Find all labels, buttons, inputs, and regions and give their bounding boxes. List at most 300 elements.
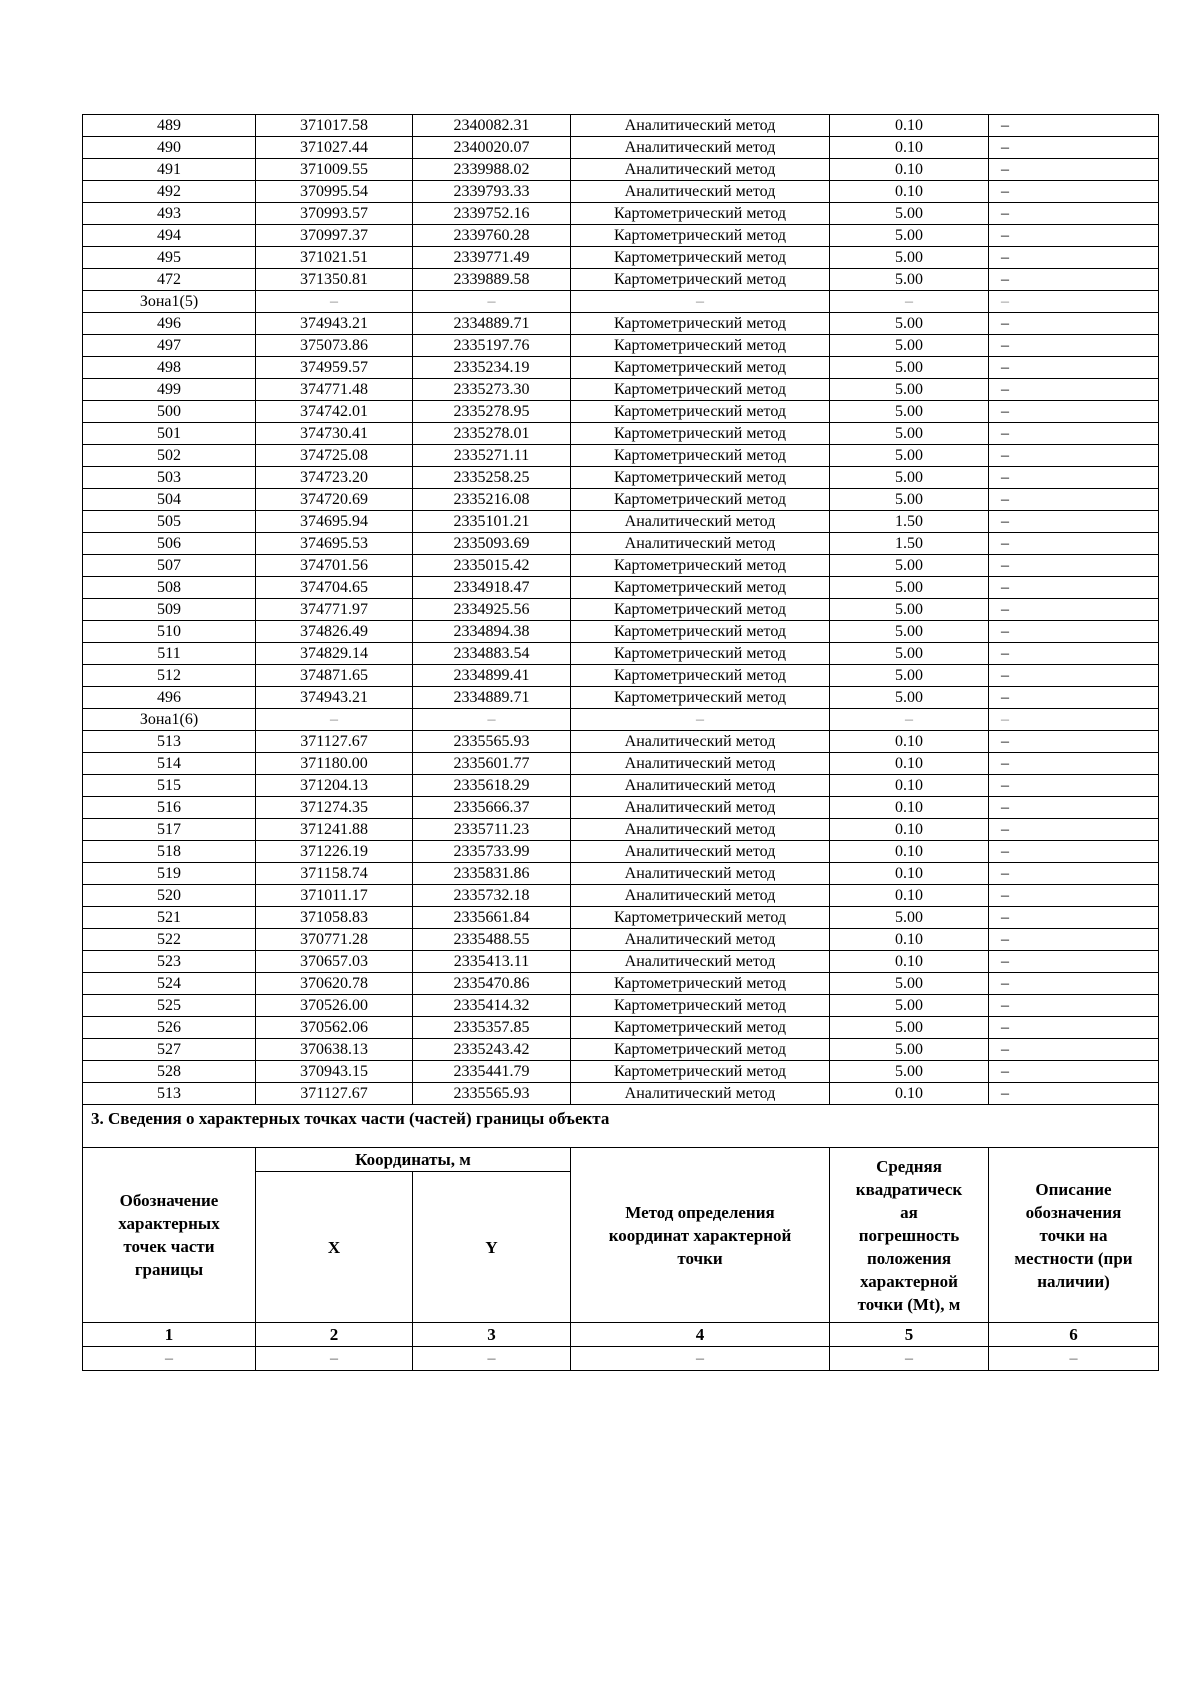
error-cell: 5.00 xyxy=(830,203,989,225)
y-coordinate-cell: 2335101.21 xyxy=(413,511,571,533)
y-coordinate-cell: 2334889.71 xyxy=(413,687,571,709)
description-cell: – xyxy=(989,159,1159,181)
y-coordinate-cell: 2335413.11 xyxy=(413,951,571,973)
error-cell: 1.50 xyxy=(830,511,989,533)
point-number-cell: 509 xyxy=(83,599,256,621)
description-cell: – xyxy=(989,863,1159,885)
method-cell: Аналитический метод xyxy=(571,775,830,797)
header-point-designation xyxy=(83,1148,256,1323)
y-coordinate-cell: 2339988.02 xyxy=(413,159,571,181)
method-cell: Картометрический метод xyxy=(571,973,830,995)
x-coordinate-cell: 374704.65 xyxy=(256,577,413,599)
table-row xyxy=(83,841,1159,863)
error-cell: 5.00 xyxy=(830,401,989,423)
x-coordinate-cell: 370771.28 xyxy=(256,929,413,951)
table-row xyxy=(83,643,1159,665)
x-coordinate-cell: 371009.55 xyxy=(256,159,413,181)
description-cell: – xyxy=(989,731,1159,753)
y-coordinate-cell: 2335601.77 xyxy=(413,753,571,775)
point-number-cell: 492 xyxy=(83,181,256,203)
point-number-cell: 517 xyxy=(83,819,256,841)
header-method-line: координат характерной xyxy=(608,1225,792,1245)
header-method-line: Метод определения xyxy=(625,1202,775,1222)
point-number-cell: 514 xyxy=(83,753,256,775)
x-coordinate-cell: 374720.69 xyxy=(256,489,413,511)
point-number-cell: 498 xyxy=(83,357,256,379)
error-cell: 0.10 xyxy=(830,137,989,159)
point-number-cell: 526 xyxy=(83,1017,256,1039)
coordinates-table xyxy=(82,114,1159,1105)
y-coordinate-cell: 2335666.37 xyxy=(413,797,571,819)
header-point-designation-line: точек части xyxy=(123,1237,215,1256)
point-number-cell: 494 xyxy=(83,225,256,247)
y-coordinate-cell: 2335357.85 xyxy=(413,1017,571,1039)
error-cell: 5.00 xyxy=(830,225,989,247)
error-cell: 0.10 xyxy=(830,159,989,181)
point-number-cell: 528 xyxy=(83,1061,256,1083)
x-coordinate-cell: 370993.57 xyxy=(256,203,413,225)
column-number: 1 xyxy=(83,1323,256,1347)
error-cell: – xyxy=(830,709,989,731)
point-number-cell: Зона1(6) xyxy=(83,709,256,731)
description-cell: – xyxy=(989,1017,1159,1039)
y-coordinate-cell: 2335565.93 xyxy=(413,731,571,753)
x-coordinate-cell: 371011.17 xyxy=(256,885,413,907)
x-coordinate-cell: 370526.00 xyxy=(256,995,413,1017)
description-cell: – xyxy=(989,489,1159,511)
x-coordinate-cell: – xyxy=(256,291,413,313)
column-number: 2 xyxy=(256,1323,413,1347)
table-row xyxy=(83,1061,1159,1083)
x-coordinate-cell: 371180.00 xyxy=(256,753,413,775)
x-coordinate-cell: 371241.88 xyxy=(256,819,413,841)
error-cell: 5.00 xyxy=(830,313,989,335)
table-row xyxy=(83,1083,1159,1105)
point-number-cell: 489 xyxy=(83,115,256,137)
error-cell: 5.00 xyxy=(830,379,989,401)
table-row xyxy=(83,181,1159,203)
error-cell: 5.00 xyxy=(830,1061,989,1083)
method-cell: Картометрический метод xyxy=(571,489,830,511)
table-row xyxy=(83,533,1159,555)
x-coordinate-cell: 374695.94 xyxy=(256,511,413,533)
table-row xyxy=(83,753,1159,775)
point-number-cell: 511 xyxy=(83,643,256,665)
table-row xyxy=(83,401,1159,423)
table-row xyxy=(83,863,1159,885)
table-row xyxy=(83,621,1159,643)
x-coordinate-cell: 370657.03 xyxy=(256,951,413,973)
y-coordinate-cell: 2335618.29 xyxy=(413,775,571,797)
x-coordinate-cell: 371204.13 xyxy=(256,775,413,797)
table-row xyxy=(83,335,1159,357)
y-coordinate-cell: 2334918.47 xyxy=(413,577,571,599)
method-cell: Картометрический метод xyxy=(571,313,830,335)
y-coordinate-cell: 2339752.16 xyxy=(413,203,571,225)
method-cell: Картометрический метод xyxy=(571,379,830,401)
point-number-cell: 527 xyxy=(83,1039,256,1061)
x-coordinate-cell: 371027.44 xyxy=(256,137,413,159)
table-row xyxy=(83,687,1159,709)
table-row xyxy=(83,599,1159,621)
error-cell: 5.00 xyxy=(830,621,989,643)
description-cell: – xyxy=(989,687,1159,709)
table-row xyxy=(83,291,1159,313)
method-cell: Картометрический метод xyxy=(571,1017,830,1039)
y-coordinate-cell: 2335732.18 xyxy=(413,885,571,907)
point-number-cell: 516 xyxy=(83,797,256,819)
table-row xyxy=(83,313,1159,335)
table-row xyxy=(83,225,1159,247)
x-coordinate-cell: 374730.41 xyxy=(256,423,413,445)
x-coordinate-cell: 374701.56 xyxy=(256,555,413,577)
description-cell: – xyxy=(989,225,1159,247)
header-error xyxy=(830,1148,989,1323)
description-cell: – xyxy=(989,1083,1159,1105)
description-cell: – xyxy=(989,665,1159,687)
point-number-cell: 518 xyxy=(83,841,256,863)
description-cell: – xyxy=(989,467,1159,489)
y-coordinate-cell: 2334894.38 xyxy=(413,621,571,643)
point-number-cell: 513 xyxy=(83,731,256,753)
point-number-cell: 496 xyxy=(83,687,256,709)
description-cell: – xyxy=(989,291,1159,313)
column-number: 3 xyxy=(413,1323,571,1347)
point-number-cell: 510 xyxy=(83,621,256,643)
x-coordinate-cell: 374959.57 xyxy=(256,357,413,379)
x-coordinate-cell: 370997.37 xyxy=(256,225,413,247)
header-description-line: точки на xyxy=(1039,1225,1108,1245)
description-cell: – xyxy=(989,907,1159,929)
header-description xyxy=(989,1148,1159,1323)
y-coordinate-cell: 2335278.95 xyxy=(413,401,571,423)
x-coordinate-cell: 370620.78 xyxy=(256,973,413,995)
description-cell: – xyxy=(989,995,1159,1017)
y-coordinate-cell: 2335271.11 xyxy=(413,445,571,467)
table-row xyxy=(83,907,1159,929)
error-cell: 5.00 xyxy=(830,489,989,511)
header-description-line: наличии) xyxy=(1037,1271,1110,1291)
document-page xyxy=(82,114,1158,1371)
point-number-cell: 515 xyxy=(83,775,256,797)
point-number-cell: 496 xyxy=(83,313,256,335)
point-number-cell: 523 xyxy=(83,951,256,973)
description-cell: – xyxy=(989,313,1159,335)
table-row xyxy=(83,489,1159,511)
description-cell: – xyxy=(989,577,1159,599)
x-coordinate-cell: 371058.83 xyxy=(256,907,413,929)
point-number-cell: 508 xyxy=(83,577,256,599)
description-cell: – xyxy=(989,137,1159,159)
table-row xyxy=(83,357,1159,379)
y-coordinate-cell: 2335015.42 xyxy=(413,555,571,577)
description-cell: – xyxy=(989,973,1159,995)
method-cell: Картометрический метод xyxy=(571,555,830,577)
method-cell: Аналитический метод xyxy=(571,951,830,973)
header-point-designation-line: характерных xyxy=(118,1214,220,1233)
y-coordinate-cell: 2335661.84 xyxy=(413,907,571,929)
method-cell: Картометрический метод xyxy=(571,577,830,599)
x-coordinate-cell: 370943.15 xyxy=(256,1061,413,1083)
method-cell: Аналитический метод xyxy=(571,137,830,159)
x-coordinate-cell: 374725.08 xyxy=(256,445,413,467)
header-point-designation-line: Обозначение xyxy=(119,1191,219,1210)
empty-cell: – xyxy=(989,1347,1159,1371)
error-cell: 0.10 xyxy=(830,885,989,907)
method-cell: Аналитический метод xyxy=(571,929,830,951)
point-number-cell: 472 xyxy=(83,269,256,291)
point-number-cell: 500 xyxy=(83,401,256,423)
error-cell: 0.10 xyxy=(830,797,989,819)
error-cell: 0.10 xyxy=(830,863,989,885)
table-row xyxy=(83,929,1159,951)
error-cell: 5.00 xyxy=(830,247,989,269)
table-row xyxy=(83,775,1159,797)
point-number-cell: 507 xyxy=(83,555,256,577)
description-cell: – xyxy=(989,775,1159,797)
y-coordinate-cell: 2334883.54 xyxy=(413,643,571,665)
x-coordinate-cell: 371127.67 xyxy=(256,731,413,753)
point-number-cell: 503 xyxy=(83,467,256,489)
error-cell: 5.00 xyxy=(830,555,989,577)
description-cell: – xyxy=(989,621,1159,643)
x-coordinate-cell: 374871.65 xyxy=(256,665,413,687)
description-cell: – xyxy=(989,599,1159,621)
method-cell: Картометрический метод xyxy=(571,687,830,709)
method-cell: Картометрический метод xyxy=(571,203,830,225)
description-cell: – xyxy=(989,423,1159,445)
table-row xyxy=(83,1017,1159,1039)
y-coordinate-cell: 2335093.69 xyxy=(413,533,571,555)
header-method-line: точки xyxy=(677,1248,723,1268)
description-cell: – xyxy=(989,181,1159,203)
point-number-cell: 491 xyxy=(83,159,256,181)
y-coordinate-cell: 2335470.86 xyxy=(413,973,571,995)
error-cell: 0.10 xyxy=(830,951,989,973)
y-coordinate-cell: 2335831.86 xyxy=(413,863,571,885)
method-cell: Картометрический метод xyxy=(571,335,830,357)
table-row xyxy=(83,423,1159,445)
error-cell: 5.00 xyxy=(830,599,989,621)
error-cell: 0.10 xyxy=(830,841,989,863)
empty-cell: – xyxy=(413,1347,571,1371)
method-cell: Картометрический метод xyxy=(571,665,830,687)
method-cell: Картометрический метод xyxy=(571,1039,830,1061)
description-cell: – xyxy=(989,357,1159,379)
method-cell: Аналитический метод xyxy=(571,115,830,137)
y-coordinate-cell: 2335234.19 xyxy=(413,357,571,379)
error-cell: 5.00 xyxy=(830,687,989,709)
table-row xyxy=(83,379,1159,401)
header-error-line: точки (Mt), м xyxy=(857,1294,961,1314)
error-cell: 5.00 xyxy=(830,643,989,665)
y-coordinate-cell: 2335197.76 xyxy=(413,335,571,357)
method-cell: Аналитический метод xyxy=(571,159,830,181)
description-cell: – xyxy=(989,797,1159,819)
table-row xyxy=(83,665,1159,687)
description-cell: – xyxy=(989,885,1159,907)
error-cell: 0.10 xyxy=(830,929,989,951)
x-coordinate-cell: 374943.21 xyxy=(256,687,413,709)
description-cell: – xyxy=(989,643,1159,665)
table-row xyxy=(83,885,1159,907)
description-cell: – xyxy=(989,115,1159,137)
x-coordinate-cell: 371021.51 xyxy=(256,247,413,269)
description-cell: – xyxy=(989,841,1159,863)
x-coordinate-cell: 374829.14 xyxy=(256,643,413,665)
x-coordinate-cell: 370995.54 xyxy=(256,181,413,203)
y-coordinate-cell: 2335414.32 xyxy=(413,995,571,1017)
x-coordinate-cell: 374826.49 xyxy=(256,621,413,643)
method-cell: Картометрический метод xyxy=(571,445,830,467)
error-cell: 5.00 xyxy=(830,467,989,489)
header-coordinates: Координаты, м xyxy=(256,1148,571,1172)
y-coordinate-cell: 2334889.71 xyxy=(413,313,571,335)
description-cell: – xyxy=(989,951,1159,973)
point-number-cell: 499 xyxy=(83,379,256,401)
point-number-cell: 525 xyxy=(83,995,256,1017)
header-y: Y xyxy=(413,1172,571,1323)
section3-title: 3. Сведения о характерных точках части (частей) границы объекта xyxy=(83,1105,1159,1148)
error-cell: 0.10 xyxy=(830,775,989,797)
method-cell: Картометрический метод xyxy=(571,1061,830,1083)
description-cell: – xyxy=(989,445,1159,467)
method-cell: Аналитический метод xyxy=(571,819,830,841)
description-cell: – xyxy=(989,379,1159,401)
y-coordinate-cell: 2340020.07 xyxy=(413,137,571,159)
column-number: 6 xyxy=(989,1323,1159,1347)
error-cell: 0.10 xyxy=(830,181,989,203)
error-cell: 5.00 xyxy=(830,269,989,291)
y-coordinate-cell: 2335258.25 xyxy=(413,467,571,489)
description-cell: – xyxy=(989,753,1159,775)
table-row xyxy=(83,951,1159,973)
table-row xyxy=(83,445,1159,467)
y-coordinate-cell: 2335441.79 xyxy=(413,1061,571,1083)
point-number-cell: 497 xyxy=(83,335,256,357)
header-error-line: положения xyxy=(866,1248,952,1268)
point-number-cell: 512 xyxy=(83,665,256,687)
x-coordinate-cell: 371127.67 xyxy=(256,1083,413,1105)
point-number-cell: 506 xyxy=(83,533,256,555)
method-cell: Картометрический метод xyxy=(571,401,830,423)
header-description-line: Описание xyxy=(1035,1179,1112,1199)
error-cell: 5.00 xyxy=(830,445,989,467)
method-cell: Картометрический метод xyxy=(571,269,830,291)
error-cell: 5.00 xyxy=(830,995,989,1017)
x-coordinate-cell: 370562.06 xyxy=(256,1017,413,1039)
header-description-line: обозначения xyxy=(1025,1202,1122,1222)
x-coordinate-cell: 371158.74 xyxy=(256,863,413,885)
method-cell: Аналитический метод xyxy=(571,1083,830,1105)
point-number-cell: Зона1(5) xyxy=(83,291,256,313)
y-coordinate-cell: – xyxy=(413,291,571,313)
error-cell: 5.00 xyxy=(830,423,989,445)
error-cell: – xyxy=(830,291,989,313)
method-cell: Картометрический метод xyxy=(571,225,830,247)
method-cell: Аналитический метод xyxy=(571,841,830,863)
empty-cell: – xyxy=(83,1347,256,1371)
x-coordinate-cell: 371350.81 xyxy=(256,269,413,291)
method-cell: Аналитический метод xyxy=(571,731,830,753)
table-row xyxy=(83,115,1159,137)
table-row xyxy=(83,973,1159,995)
x-coordinate-cell: 370638.13 xyxy=(256,1039,413,1061)
x-coordinate-cell: – xyxy=(256,709,413,731)
method-cell: Картометрический метод xyxy=(571,907,830,929)
y-coordinate-cell: 2335565.93 xyxy=(413,1083,571,1105)
description-cell: – xyxy=(989,269,1159,291)
x-coordinate-cell: 374723.20 xyxy=(256,467,413,489)
method-cell: Аналитический метод xyxy=(571,797,830,819)
error-cell: 5.00 xyxy=(830,335,989,357)
description-cell: – xyxy=(989,533,1159,555)
description-cell: – xyxy=(989,929,1159,951)
table-row xyxy=(83,709,1159,731)
x-coordinate-cell: 374771.48 xyxy=(256,379,413,401)
error-cell: 0.10 xyxy=(830,1083,989,1105)
table-row xyxy=(83,555,1159,577)
error-cell: 1.50 xyxy=(830,533,989,555)
description-cell: – xyxy=(989,203,1159,225)
error-cell: 5.00 xyxy=(830,1017,989,1039)
point-number-cell: 504 xyxy=(83,489,256,511)
header-error-line: квадратическ xyxy=(855,1179,963,1199)
error-cell: 5.00 xyxy=(830,665,989,687)
point-number-cell: 524 xyxy=(83,973,256,995)
table-row xyxy=(83,269,1159,291)
y-coordinate-cell: – xyxy=(413,709,571,731)
table-row xyxy=(83,797,1159,819)
x-coordinate-cell: 371274.35 xyxy=(256,797,413,819)
x-coordinate-cell: 375073.86 xyxy=(256,335,413,357)
point-number-cell: 501 xyxy=(83,423,256,445)
coordinates-table-body xyxy=(83,115,1159,1105)
description-cell: – xyxy=(989,819,1159,841)
error-cell: 5.00 xyxy=(830,907,989,929)
section3-table xyxy=(82,1104,1159,1371)
method-cell: Картометрический метод xyxy=(571,247,830,269)
table-row xyxy=(83,1039,1159,1061)
error-cell: 0.10 xyxy=(830,819,989,841)
x-coordinate-cell: 374695.53 xyxy=(256,533,413,555)
error-cell: 5.00 xyxy=(830,357,989,379)
error-cell: 5.00 xyxy=(830,577,989,599)
y-coordinate-cell: 2335273.30 xyxy=(413,379,571,401)
y-coordinate-cell: 2340082.31 xyxy=(413,115,571,137)
y-coordinate-cell: 2335733.99 xyxy=(413,841,571,863)
y-coordinate-cell: 2334899.41 xyxy=(413,665,571,687)
header-description-line: местности (при xyxy=(1014,1248,1133,1268)
y-coordinate-cell: 2339771.49 xyxy=(413,247,571,269)
header-error-line: характерной xyxy=(860,1271,958,1291)
y-coordinate-cell: 2335243.42 xyxy=(413,1039,571,1061)
method-cell: Картометрический метод xyxy=(571,599,830,621)
method-cell: – xyxy=(571,709,830,731)
error-cell: 0.10 xyxy=(830,753,989,775)
x-coordinate-cell: 374943.21 xyxy=(256,313,413,335)
method-cell: Аналитический метод xyxy=(571,181,830,203)
y-coordinate-cell: 2339889.58 xyxy=(413,269,571,291)
method-cell: Аналитический метод xyxy=(571,753,830,775)
column-number: 5 xyxy=(830,1323,989,1347)
table-row xyxy=(83,159,1159,181)
y-coordinate-cell: 2335488.55 xyxy=(413,929,571,951)
table-row xyxy=(83,203,1159,225)
y-coordinate-cell: 2335278.01 xyxy=(413,423,571,445)
table-row xyxy=(83,577,1159,599)
method-cell: Аналитический метод xyxy=(571,533,830,555)
